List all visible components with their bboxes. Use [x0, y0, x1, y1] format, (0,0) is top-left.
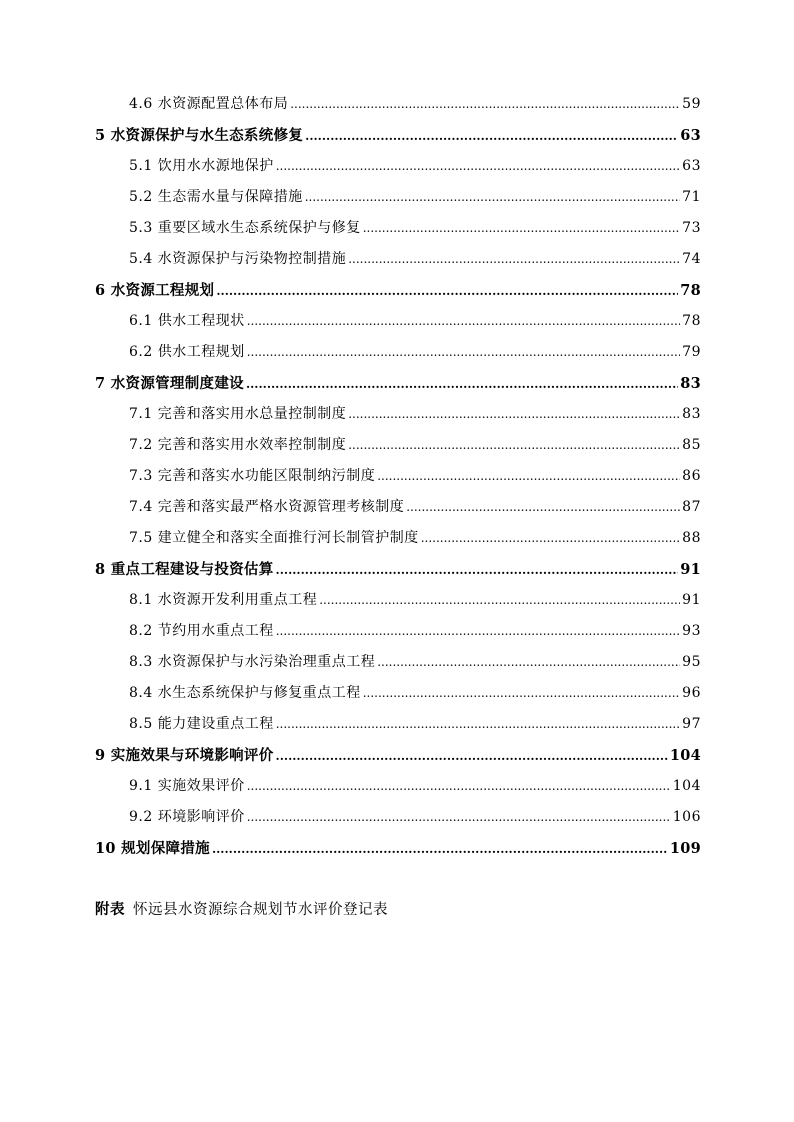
toc-entry-page: 104	[669, 747, 701, 764]
appendix-entry	[95, 898, 388, 919]
toc-entry-page: 106	[672, 809, 701, 825]
toc-entry-page: 78	[680, 282, 701, 299]
toc-section-entry[interactable]	[95, 647, 701, 678]
dot-leader	[348, 430, 680, 461]
toc-entry-title: 8 重点工程建设与投资估算	[95, 561, 274, 578]
dot-leader	[319, 585, 680, 616]
toc-section-entry[interactable]	[95, 709, 701, 740]
toc-chapter-entry[interactable]	[95, 275, 701, 306]
toc-entry-title: 5.1 饮用水水源地保护	[129, 158, 274, 174]
toc-entry-page: 85	[682, 437, 701, 453]
dot-leader	[247, 306, 680, 337]
dot-leader	[290, 89, 680, 120]
toc-chapter-entry[interactable]	[95, 368, 701, 399]
dot-leader	[363, 213, 680, 244]
toc-section-entry[interactable]	[95, 244, 701, 275]
toc-section-entry[interactable]	[95, 616, 701, 647]
toc-entry-title: 8.2 节约用水重点工程	[129, 623, 274, 639]
toc-entry-page: 63	[682, 158, 701, 174]
dot-leader	[406, 492, 680, 523]
toc-entry-title: 9.2 环境影响评价	[129, 809, 245, 825]
dot-leader	[276, 616, 680, 647]
toc-entry-page: 63	[680, 127, 701, 144]
toc-section-entry[interactable]	[95, 89, 701, 120]
toc-section-entry[interactable]	[95, 430, 701, 461]
toc-entry-title: 6 水资源工程规划	[95, 282, 215, 299]
toc-section-entry[interactable]	[95, 461, 701, 492]
table-of-contents	[95, 89, 701, 864]
toc-section-entry[interactable]	[95, 182, 701, 213]
dot-leader	[247, 337, 680, 368]
toc-entry-title: 7 水资源管理制度建设	[95, 375, 244, 392]
dot-leader	[377, 461, 680, 492]
toc-entry-title: 4.6 水资源配置总体布局	[129, 96, 289, 112]
toc-entry-page: 93	[682, 623, 701, 639]
dot-leader	[348, 399, 680, 430]
toc-entry-title: 7.1 完善和落实用水总量控制制度	[129, 406, 347, 422]
toc-section-entry[interactable]	[95, 151, 701, 182]
toc-entry-page: 87	[682, 499, 701, 515]
dot-leader	[348, 244, 680, 275]
dot-leader	[276, 709, 680, 740]
toc-entry-page: 74	[682, 251, 701, 267]
toc-entry-title: 9.1 实施效果评价	[129, 778, 245, 794]
toc-entry-title: 7.5 建立健全和落实全面推行河长制管护制度	[129, 530, 419, 546]
toc-entry-page: 95	[682, 654, 701, 670]
dot-leader	[246, 368, 678, 400]
toc-section-entry[interactable]	[95, 337, 701, 368]
toc-entry-title: 8.4 水生态系统保护与修复重点工程	[129, 685, 361, 701]
toc-entry-page: 91	[682, 592, 701, 608]
toc-entry-page: 88	[682, 530, 701, 546]
toc-entry-page: 109	[669, 840, 701, 857]
dot-leader	[305, 120, 678, 152]
toc-section-entry[interactable]	[95, 399, 701, 430]
dot-leader	[247, 802, 671, 833]
dot-leader	[276, 554, 679, 586]
appendix-label: 附表	[95, 901, 125, 918]
toc-entry-page: 73	[682, 220, 701, 236]
appendix-title: 怀远县水资源综合规划节水评价登记表	[133, 902, 388, 918]
toc-chapter-entry[interactable]	[95, 120, 701, 151]
toc-section-entry[interactable]	[95, 585, 701, 616]
toc-entry-page: 104	[672, 778, 701, 794]
toc-entry-page: 91	[680, 561, 701, 578]
dot-leader	[276, 740, 668, 772]
toc-entry-title: 8.5 能力建设重点工程	[129, 716, 274, 732]
toc-entry-title: 8.3 水资源保护与水污染治理重点工程	[129, 654, 376, 670]
dot-leader	[363, 678, 680, 709]
toc-entry-page: 86	[682, 468, 701, 484]
toc-entry-title: 9 实施效果与环境影响评价	[95, 747, 274, 764]
toc-entry-page: 59	[682, 96, 701, 112]
toc-section-entry[interactable]	[95, 678, 701, 709]
toc-section-entry[interactable]	[95, 771, 701, 802]
toc-entry-title: 6.1 供水工程现状	[129, 313, 245, 329]
toc-entry-title: 5.3 重要区域水生态系统保护与修复	[129, 220, 361, 236]
toc-entry-page: 71	[682, 189, 701, 205]
toc-entry-title: 8.1 水资源开发利用重点工程	[129, 592, 318, 608]
toc-entry-page: 96	[682, 685, 701, 701]
toc-section-entry[interactable]	[95, 213, 701, 244]
toc-entry-page: 83	[680, 375, 701, 392]
toc-entry-page: 83	[682, 406, 701, 422]
toc-entry-title: 7.2 完善和落实用水效率控制制度	[129, 437, 347, 453]
toc-entry-page: 78	[682, 313, 701, 329]
toc-entry-page: 79	[682, 344, 701, 360]
dot-leader	[276, 151, 680, 182]
toc-entry-title: 6.2 供水工程规划	[129, 344, 245, 360]
dot-leader	[305, 182, 680, 213]
toc-section-entry[interactable]	[95, 306, 701, 337]
dot-leader	[421, 523, 680, 554]
toc-entry-title: 10 规划保障措施	[95, 840, 210, 857]
toc-entry-title: 7.4 完善和落实最严格水资源管理考核制度	[129, 499, 405, 515]
toc-chapter-entry[interactable]	[95, 554, 701, 585]
toc-entry-page: 97	[682, 716, 701, 732]
dot-leader	[212, 833, 668, 865]
toc-section-entry[interactable]	[95, 802, 701, 833]
toc-chapter-entry[interactable]	[95, 740, 701, 771]
toc-section-entry[interactable]	[95, 523, 701, 554]
dot-leader	[247, 771, 671, 802]
toc-section-entry[interactable]	[95, 492, 701, 523]
dot-leader	[377, 647, 680, 678]
toc-entry-title: 5.2 生态需水量与保障措施	[129, 189, 303, 205]
toc-entry-title: 7.3 完善和落实水功能区限制纳污制度	[129, 468, 376, 484]
toc-entry-title: 5.4 水资源保护与污染物控制措施	[129, 251, 347, 267]
toc-entry-title: 5 水资源保护与水生态系统修复	[95, 127, 304, 144]
dot-leader	[216, 275, 678, 307]
toc-chapter-entry[interactable]	[95, 833, 701, 864]
